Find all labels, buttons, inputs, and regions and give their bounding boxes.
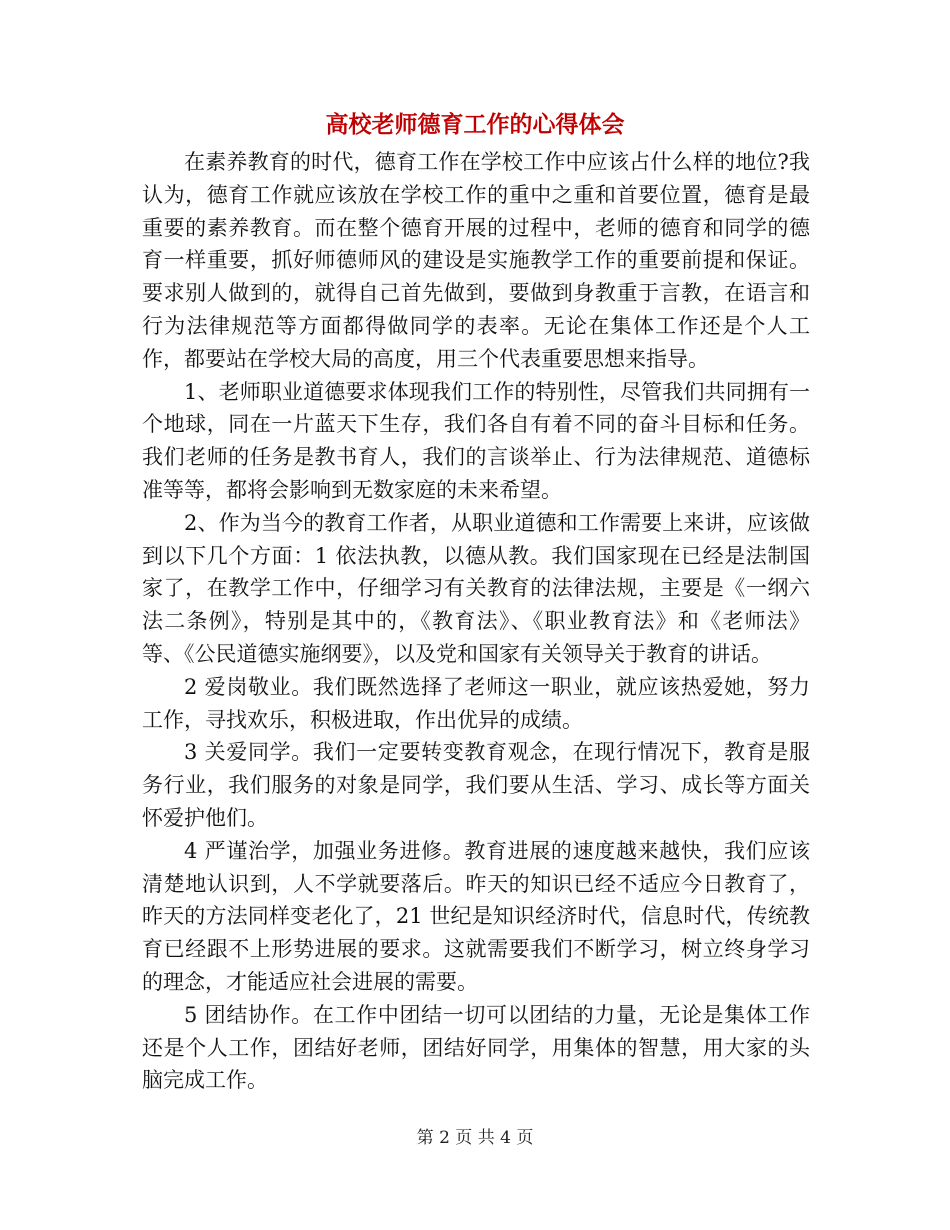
document-body xyxy=(142,146,810,1097)
paragraph-point-2: 2、作为当今的教育工作者，从职业道德和工作需要上来讲，应该做到以下几个方面：1 依法执教，以德从教。我们国家现在已经是法制国家了，在教学工作中，仔细学习有关教育的法律法规，主要是《一纲六法二条例》，特别是其中的，《教育法》、《职业教育法》和《老师法》等、《公民道德实施纲要》，以及党和国家有关领导关于教育的讲话。 xyxy=(142,510,810,666)
paragraph-teamwork: 5 团结协作。在工作中团结一切可以团结的力量，无论是集体工作还是个人工作，团结好老师，团结好同学，用集体的智慧，用大家的头脑完成工作。 xyxy=(142,1002,810,1093)
paragraph-point-1: 1、老师职业道德要求体现我们工作的特别性，尽管我们共同拥有一个地球，同在一片蓝天下生存，我们各自有着不同的奋斗目标和任务。我们老师的任务是教书育人，我们的言谈举止、行为法律规范、道德标准等等，都将会影响到无数家庭的未来希望。 xyxy=(142,379,810,502)
document-title: 高校老师德育工作的心得体会 xyxy=(325,111,625,138)
paragraph-love-job: 2 爱岗敬业。我们既然选择了老师这一职业，就应该热爱她，努力工作，寻找欢乐，积极进取，作出优异的成绩。 xyxy=(142,674,810,732)
page-number-footer: 第 2 页 共 4 页 xyxy=(416,1128,534,1148)
paragraph-care-students: 3 关爱同学。我们一定要转变教育观念，在现行情况下，教育是服务行业，我们服务的对象是同学，我们要从生活、学习、成长等方面关怀爱护他们。 xyxy=(142,740,810,830)
paragraph-intro: 在素养教育的时代，德育工作在学校工作中应该占什么样的地位?我认为，德育工作就应该放在学校工作的重中之重和首要位置，德育是最重要的素养教育。而在整个德育开展的过程中，老师的德育和同学的德育一样重要，抓好师德师风的建设是实施教学工作的重要前提和保证。要求别人做到的，就得自己首先做到，要做到身教重于言教，在语言和行为法律规范等方面都得做同学的表率。无论在集体工作还是个人工作，都要站在学校大局的高度，用三个代表重要思想来指导。 xyxy=(142,150,810,371)
paragraph-rigorous-study: 4 严谨治学，加强业务进修。教育进展的速度越来越快，我们应该清楚地认识到，人不学就要落后。昨天的知识已经不适应今日教育了，昨天的方法同样变老化了，21 世纪是知识经济时代，信息时代，传统教育已经跟不上形势进展的要求。这就需要我们不断学习，树立终身学习的理念，才能适应社会进展的需要。 xyxy=(142,838,810,994)
